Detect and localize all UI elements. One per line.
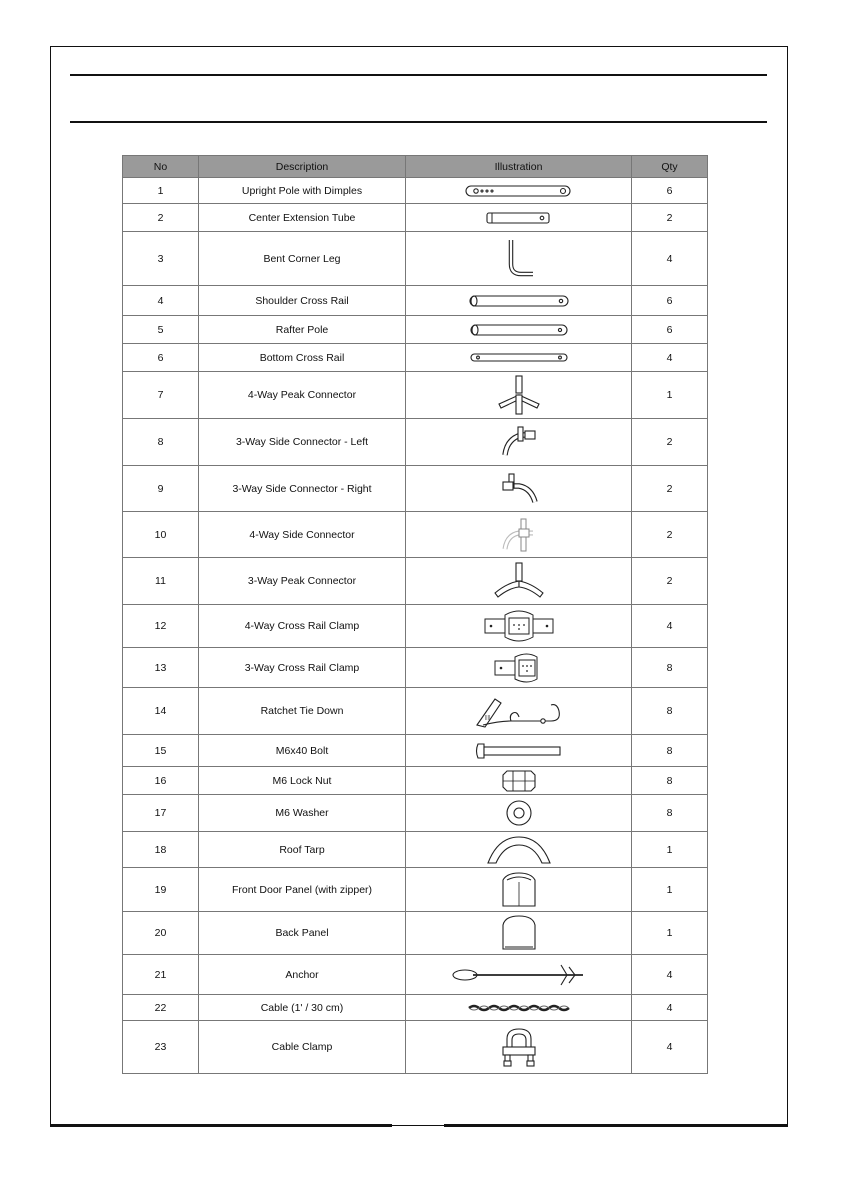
part-description: 4-Way Side Connector [199, 512, 406, 558]
part-qty: 8 [632, 688, 708, 735]
shoulder-rail-icon [406, 293, 631, 309]
part-illustration [406, 466, 632, 512]
part-qty: 4 [632, 995, 708, 1021]
four-way-side-connector-icon [406, 517, 631, 553]
header-rule-bottom [70, 121, 767, 123]
part-description: Cable Clamp [199, 1021, 406, 1074]
part-description: 4-Way Peak Connector [199, 372, 406, 419]
header-no: No [123, 156, 199, 178]
part-description: Cable (1' / 30 cm) [199, 995, 406, 1021]
part-number: 2 [123, 204, 199, 232]
table-row [123, 372, 708, 419]
table-row [123, 688, 708, 735]
part-qty: 6 [632, 286, 708, 316]
part-illustration [406, 605, 632, 648]
part-qty: 2 [632, 558, 708, 605]
part-number: 8 [123, 419, 199, 466]
table-row [123, 795, 708, 832]
header-description: Description [199, 156, 406, 178]
table-row [123, 735, 708, 767]
svg-text:||||: |||| [484, 715, 490, 721]
part-qty: 6 [632, 178, 708, 204]
part-illustration [406, 648, 632, 688]
extension-tube-icon [406, 211, 631, 225]
table-row [123, 316, 708, 344]
part-illustration [406, 868, 632, 912]
header-qty: Qty [632, 156, 708, 178]
part-description: Bent Corner Leg [199, 232, 406, 286]
roof-tarp-icon [406, 835, 631, 865]
part-description: 3-Way Peak Connector [199, 558, 406, 605]
table-row [123, 955, 708, 995]
part-description: 3-Way Side Connector - Left [199, 419, 406, 466]
four-way-peak-connector-icon [406, 374, 631, 416]
cable-clamp-icon [406, 1025, 631, 1069]
part-qty: 4 [632, 232, 708, 286]
three-way-peak-connector-icon [406, 561, 631, 601]
part-number: 18 [123, 832, 199, 868]
three-way-clamp-icon [406, 652, 631, 684]
part-qty: 8 [632, 767, 708, 795]
part-number: 1 [123, 178, 199, 204]
part-illustration [406, 232, 632, 286]
part-illustration [406, 558, 632, 605]
bolt-icon [406, 741, 631, 761]
bent-leg-icon [406, 236, 631, 282]
part-qty: 4 [632, 605, 708, 648]
part-description: Center Extension Tube [199, 204, 406, 232]
anchor-icon [406, 961, 631, 989]
part-number: 14 [123, 688, 199, 735]
part-illustration [406, 688, 632, 735]
part-description: 3-Way Cross Rail Clamp [199, 648, 406, 688]
part-illustration [406, 912, 632, 955]
part-description: Shoulder Cross Rail [199, 286, 406, 316]
part-illustration [406, 344, 632, 372]
part-qty: 1 [632, 372, 708, 419]
parts-table [122, 155, 708, 1074]
washer-icon [406, 798, 631, 828]
table-row [123, 344, 708, 372]
table-row [123, 832, 708, 868]
table-row [123, 648, 708, 688]
part-illustration [406, 1021, 632, 1074]
part-description: Rafter Pole [199, 316, 406, 344]
part-illustration [406, 372, 632, 419]
part-qty: 8 [632, 735, 708, 767]
part-description: M6 Washer [199, 795, 406, 832]
table-row [123, 1021, 708, 1074]
table-row [123, 605, 708, 648]
part-qty: 4 [632, 1021, 708, 1074]
part-number: 12 [123, 605, 199, 648]
front-panel-icon [406, 870, 631, 910]
header-rule-top [70, 74, 767, 76]
part-illustration [406, 512, 632, 558]
part-qty: 1 [632, 832, 708, 868]
part-qty: 2 [632, 419, 708, 466]
part-qty: 6 [632, 316, 708, 344]
part-description: M6x40 Bolt [199, 735, 406, 767]
part-qty: 2 [632, 466, 708, 512]
part-number: 9 [123, 466, 199, 512]
table-row [123, 466, 708, 512]
part-number: 20 [123, 912, 199, 955]
four-way-clamp-icon [406, 609, 631, 643]
table-row [123, 178, 708, 204]
part-illustration [406, 955, 632, 995]
nut-icon [406, 769, 631, 793]
part-description: Front Door Panel (with zipper) [199, 868, 406, 912]
part-number: 15 [123, 735, 199, 767]
part-number: 10 [123, 512, 199, 558]
table-row [123, 995, 708, 1021]
part-illustration [406, 735, 632, 767]
part-qty: 8 [632, 648, 708, 688]
part-qty: 8 [632, 795, 708, 832]
part-illustration [406, 767, 632, 795]
table-row [123, 912, 708, 955]
part-illustration [406, 178, 632, 204]
part-number: 22 [123, 995, 199, 1021]
table-row [123, 512, 708, 558]
part-number: 21 [123, 955, 199, 995]
part-illustration [406, 795, 632, 832]
side-connector-left-icon [406, 425, 631, 459]
table-row [123, 558, 708, 605]
part-description: Back Panel [199, 912, 406, 955]
footer-rule-left [50, 1124, 392, 1127]
part-illustration [406, 832, 632, 868]
header-illustration: Illustration [406, 156, 632, 178]
part-qty: 1 [632, 868, 708, 912]
rafter-pole-icon [406, 322, 631, 338]
side-connector-right-icon [406, 472, 631, 506]
footer-rule-right [444, 1124, 788, 1127]
part-number: 11 [123, 558, 199, 605]
part-description: 4-Way Cross Rail Clamp [199, 605, 406, 648]
bottom-rail-icon [406, 352, 631, 364]
part-illustration [406, 995, 632, 1021]
part-number: 19 [123, 868, 199, 912]
ratchet-icon [406, 691, 631, 731]
part-number: 17 [123, 795, 199, 832]
table-header-row [123, 156, 708, 178]
cable-icon [406, 1003, 631, 1013]
part-description: M6 Lock Nut [199, 767, 406, 795]
part-description: Bottom Cross Rail [199, 344, 406, 372]
part-number: 16 [123, 767, 199, 795]
part-number: 6 [123, 344, 199, 372]
part-illustration [406, 419, 632, 466]
table-row [123, 419, 708, 466]
part-illustration [406, 286, 632, 316]
part-description: Anchor [199, 955, 406, 995]
part-qty: 4 [632, 955, 708, 995]
part-description: 3-Way Side Connector - Right [199, 466, 406, 512]
part-illustration [406, 204, 632, 232]
part-number: 4 [123, 286, 199, 316]
part-qty: 2 [632, 204, 708, 232]
table-row [123, 232, 708, 286]
part-number: 13 [123, 648, 199, 688]
part-illustration [406, 316, 632, 344]
part-number: 23 [123, 1021, 199, 1074]
table-row [123, 767, 708, 795]
part-number: 5 [123, 316, 199, 344]
part-number: 3 [123, 232, 199, 286]
part-description: Roof Tarp [199, 832, 406, 868]
table-row [123, 286, 708, 316]
table-row [123, 204, 708, 232]
part-qty: 1 [632, 912, 708, 955]
part-number: 7 [123, 372, 199, 419]
part-qty: 4 [632, 344, 708, 372]
back-panel-icon [406, 913, 631, 953]
table-row [123, 868, 708, 912]
part-qty: 2 [632, 512, 708, 558]
part-description: Upright Pole with Dimples [199, 178, 406, 204]
part-description: Ratchet Tie Down [199, 688, 406, 735]
upright-pole-icon [406, 184, 631, 198]
